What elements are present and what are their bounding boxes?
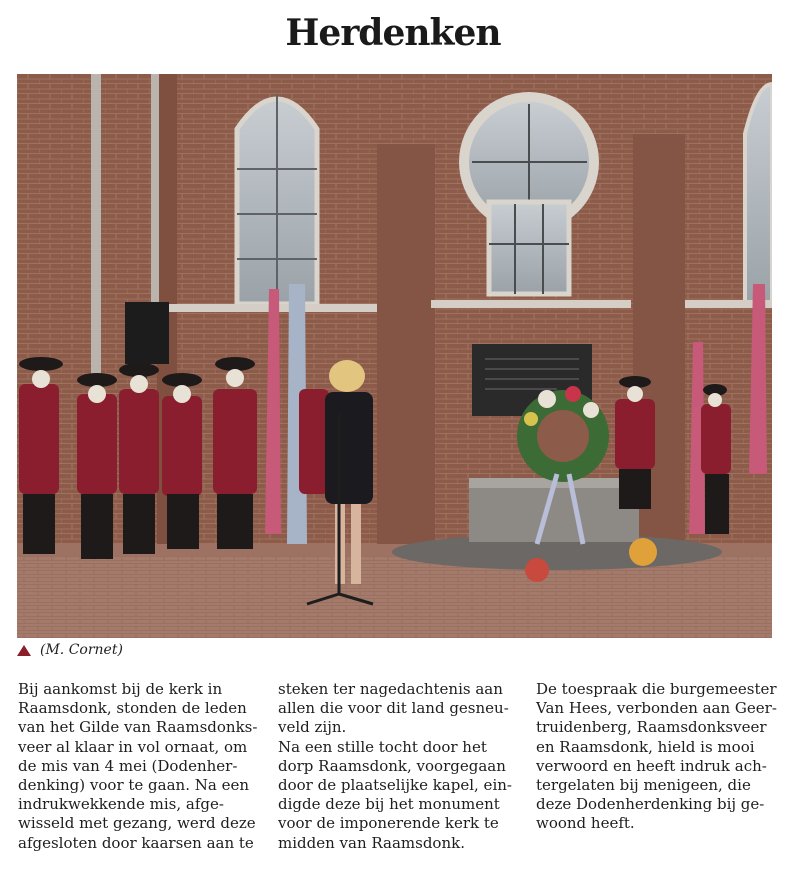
text-line: indrukwekkende mis, afge- bbox=[18, 795, 224, 814]
text-line: veer al klaar in vol ornaat, om bbox=[18, 737, 248, 756]
text-line: voor de imponerende kerk te bbox=[278, 814, 499, 833]
article-column-1 bbox=[18, 680, 260, 853]
article-column-3 bbox=[536, 680, 778, 834]
text-line: steken ter nagedachtenis aan bbox=[278, 680, 503, 698]
text-line: Raamsdonk, stonden de leden bbox=[18, 699, 247, 718]
photo-caption bbox=[17, 642, 123, 658]
text-line: verwoord en heeft indruk ach- bbox=[536, 756, 767, 775]
text-line: veld zijn. bbox=[278, 718, 347, 737]
text-line: digde deze bij het monument bbox=[278, 795, 500, 814]
caption-triangle-icon bbox=[17, 645, 31, 656]
text-line: dorp Raamsdonk, voorgegaan bbox=[278, 756, 506, 775]
text-line: denking) voor te gaan. Na een bbox=[18, 776, 249, 795]
text-line: van het Gilde van Raamsdonks- bbox=[18, 718, 258, 737]
text-line: wisseld met gezang, werd deze bbox=[18, 814, 256, 833]
text-line: tergelaten bij menigeen, die bbox=[536, 776, 751, 795]
paragraph bbox=[278, 738, 520, 853]
text-line: Bij aankomst bij de kerk in bbox=[18, 680, 223, 698]
paragraph bbox=[278, 680, 520, 738]
text-line: afgesloten door kaarsen aan te bbox=[18, 833, 254, 852]
text-line: de mis van 4 mei (Dodenher- bbox=[18, 756, 238, 775]
text-line: midden van Raamsdonk. bbox=[278, 833, 465, 852]
paragraph bbox=[536, 680, 778, 834]
text-line: Na een stille tocht door het bbox=[278, 737, 487, 756]
text-line: en Raamsdonk, hield is mooi bbox=[536, 737, 755, 756]
text-line: truidenberg, Raamsdonksveer bbox=[536, 718, 767, 737]
article-column-2 bbox=[278, 680, 520, 853]
photo-credit: (M. Cornet) bbox=[40, 642, 123, 658]
headline: Herdenken bbox=[285, 12, 501, 54]
article-photo bbox=[17, 74, 772, 638]
text-line: door de plaatselijke kapel, ein- bbox=[278, 776, 512, 795]
paragraph bbox=[18, 680, 260, 853]
text-line: deze Dodenherdenking bij ge- bbox=[536, 795, 765, 814]
text-line: Van Hees, verbonden aan Geer- bbox=[536, 699, 777, 718]
text-line: De toespraak die burgemeester bbox=[536, 680, 777, 698]
text-line: allen die voor dit land gesneu- bbox=[278, 699, 509, 718]
text-line: woond heeft. bbox=[536, 814, 635, 833]
